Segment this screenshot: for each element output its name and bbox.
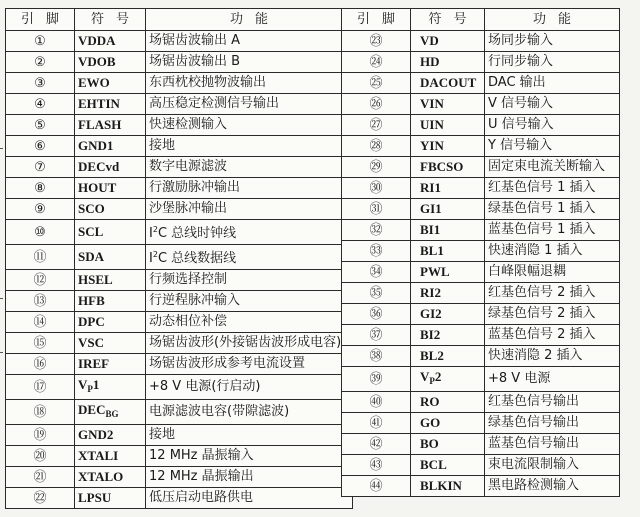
pin-symbol: HD <box>411 52 485 73</box>
table-row <box>6 115 353 136</box>
margin-mark <box>0 298 3 299</box>
pin-number: ② <box>6 52 75 73</box>
table-row <box>342 392 620 413</box>
pin-function: 东西枕校抛物波输出 <box>146 73 353 94</box>
table-row <box>6 199 353 220</box>
symbol-main: V <box>420 369 430 384</box>
table-row <box>342 178 620 199</box>
function-prefix: I <box>149 226 153 241</box>
header-function: 功能 <box>485 9 620 31</box>
pin-symbol: VD <box>411 31 485 52</box>
pin-symbol: BL1 <box>411 241 485 262</box>
pin-function: 低压启动电路供电 <box>146 488 353 509</box>
table-row <box>342 52 620 73</box>
pin-symbol: SCL <box>75 220 146 245</box>
table-row <box>6 467 353 488</box>
pin-symbol <box>411 367 485 392</box>
table-row <box>6 157 353 178</box>
pin-function: 固定束电流关断输入 <box>485 157 620 178</box>
pin-function: 白峰限幅退耦 <box>485 262 620 283</box>
header-pin: 引脚 <box>6 9 75 31</box>
pin-number: ㊸ <box>342 455 411 476</box>
pin-number: ③ <box>6 73 75 94</box>
function-superscript: 2 <box>152 225 158 234</box>
pin-number: ⑬ <box>6 291 75 312</box>
pin-symbol: IREF <box>75 354 146 375</box>
margin-mark <box>0 352 3 353</box>
pin-function: 场锯齿波输出 A <box>146 31 353 52</box>
pin-symbol: EHTIN <box>75 94 146 115</box>
table-row <box>342 220 620 241</box>
pin-function: V 信号输入 <box>485 94 620 115</box>
pin-symbol: RI1 <box>411 178 485 199</box>
symbol-subscript: P <box>87 384 93 394</box>
header-row <box>6 9 353 31</box>
table-row <box>6 375 353 400</box>
pin-function: +8 V 电源 <box>485 367 620 392</box>
pin-symbol: GI2 <box>411 304 485 325</box>
symbol-main: DEC <box>78 402 106 417</box>
pin-function: 快速检测输入 <box>146 115 353 136</box>
pin-function: 高压稳定检测信号输出 <box>146 94 353 115</box>
pin-number: ㊳ <box>342 346 411 367</box>
table-row <box>6 178 353 199</box>
pin-symbol: BO <box>411 434 485 455</box>
header-row <box>342 9 620 31</box>
pin-table-right <box>341 8 620 497</box>
header-symbol: 符号 <box>411 9 485 31</box>
pin-number: ㉖ <box>342 94 411 115</box>
pin-number: ⑪ <box>6 245 75 270</box>
table-row <box>6 291 353 312</box>
function-text: C 总线数据线 <box>157 251 237 266</box>
pin-number: ⑭ <box>6 312 75 333</box>
pin-number: ⑧ <box>6 178 75 199</box>
pin-function: 红基色信号输出 <box>485 392 620 413</box>
pin-symbol: RO <box>411 392 485 413</box>
table-row <box>342 199 620 220</box>
table-row <box>6 245 353 270</box>
table-row <box>342 476 620 497</box>
pin-number: ㉜ <box>342 220 411 241</box>
pin-function: 行同步输入 <box>485 52 620 73</box>
pin-number: ⑥ <box>6 136 75 157</box>
pin-function: 束电流限制输入 <box>485 455 620 476</box>
pin-function: +8 V 电源(行启动) <box>146 375 353 400</box>
margin-mark <box>0 148 3 149</box>
pin-table-left <box>5 8 353 509</box>
table-row <box>6 73 353 94</box>
pin-symbol: GO <box>411 413 485 434</box>
function-superscript: 2 <box>152 250 158 259</box>
pin-symbol: YIN <box>411 136 485 157</box>
pin-number: ㉓ <box>342 31 411 52</box>
pin-function: 场锯齿波形成参考电流设置 <box>146 354 353 375</box>
pin-symbol: DECvd <box>75 157 146 178</box>
table-row <box>342 31 620 52</box>
pin-function: 快速消隐 1 插入 <box>485 241 620 262</box>
pin-number: ⑲ <box>6 425 75 446</box>
pin-function: 数字电源滤波 <box>146 157 353 178</box>
pin-function: 行逆程脉冲输入 <box>146 291 353 312</box>
table-row <box>342 367 620 392</box>
pin-symbol: XTALO <box>75 467 146 488</box>
pin-function: 动态相位补偿 <box>146 312 353 333</box>
pin-number: ⑨ <box>6 199 75 220</box>
pin-symbol: HSEL <box>75 270 146 291</box>
pin-function: 蓝基色信号 2 插入 <box>485 325 620 346</box>
table-row <box>6 220 353 245</box>
pin-symbol: LPSU <box>75 488 146 509</box>
table-row <box>6 400 353 425</box>
pin-number: ㊲ <box>342 325 411 346</box>
pin-number: ⑯ <box>6 354 75 375</box>
pin-symbol: RI2 <box>411 283 485 304</box>
pin-symbol: BCL <box>411 455 485 476</box>
pin-function: 场锯齿波形(外接锯齿波形成电容) <box>146 333 353 354</box>
pin-number: ㉘ <box>342 136 411 157</box>
pin-number: ㉗ <box>342 115 411 136</box>
pin-function: 蓝基色信号 1 插入 <box>485 220 620 241</box>
pin-function: 绿基色信号 1 插入 <box>485 199 620 220</box>
table-row <box>6 312 353 333</box>
pin-number: ㊵ <box>342 392 411 413</box>
table-row <box>342 262 620 283</box>
pin-number: ㉟ <box>342 283 411 304</box>
pin-function: 场锯齿波输出 B <box>146 52 353 73</box>
pin-number: ① <box>6 31 75 52</box>
pin-symbol: VSC <box>75 333 146 354</box>
function-prefix: I <box>149 251 153 266</box>
pin-number: ⑦ <box>6 157 75 178</box>
pin-symbol: HFB <box>75 291 146 312</box>
table-row <box>6 425 353 446</box>
pin-number: ⑰ <box>6 375 75 400</box>
pin-number: ㉙ <box>342 157 411 178</box>
pin-number: ㉒ <box>6 488 75 509</box>
pin-function: 接地 <box>146 425 353 446</box>
table-row <box>342 73 620 94</box>
function-text: C 总线时钟线 <box>157 226 237 241</box>
pin-symbol: GND1 <box>75 136 146 157</box>
pin-function <box>146 245 353 270</box>
pin-number: ㉞ <box>342 262 411 283</box>
pin-function: 蓝基色信号输出 <box>485 434 620 455</box>
table-row <box>6 136 353 157</box>
table-row <box>6 52 353 73</box>
table-row <box>342 136 620 157</box>
pin-symbol: BI2 <box>411 325 485 346</box>
symbol-subscript: BG <box>105 409 119 419</box>
pin-function: 黑电路检测输入 <box>485 476 620 497</box>
pin-symbol <box>75 400 146 425</box>
table-row <box>342 325 620 346</box>
pin-symbol: DPC <box>75 312 146 333</box>
pin-function: 12 MHz 晶振输入 <box>146 446 353 467</box>
table-row <box>6 446 353 467</box>
pin-symbol: VDDA <box>75 31 146 52</box>
pin-function: Y 信号输入 <box>485 136 620 157</box>
table-row <box>342 304 620 325</box>
table-row <box>342 94 620 115</box>
pin-function: DAC 输出 <box>485 73 620 94</box>
table-row <box>342 455 620 476</box>
pin-number: ㉚ <box>342 178 411 199</box>
pin-symbol: EWO <box>75 73 146 94</box>
pin-number: ㉛ <box>342 199 411 220</box>
pin-function: 行频选择控制 <box>146 270 353 291</box>
pin-symbol: BL2 <box>411 346 485 367</box>
table-row <box>342 283 620 304</box>
pin-symbol: FBCSO <box>411 157 485 178</box>
pin-symbol: XTALI <box>75 446 146 467</box>
pin-function: 电源滤波电容(带隙滤波) <box>146 400 353 425</box>
pin-function: 红基色信号 2 插入 <box>485 283 620 304</box>
pin-symbol: VDOB <box>75 52 146 73</box>
pin-number: ㊷ <box>342 434 411 455</box>
pin-function: 快速消隐 2 插入 <box>485 346 620 367</box>
pin-number: ⑳ <box>6 446 75 467</box>
table-row <box>342 413 620 434</box>
table-row <box>342 346 620 367</box>
pin-symbol: BLKIN <box>411 476 485 497</box>
pin-number: ④ <box>6 94 75 115</box>
pin-function: 红基色信号 1 插入 <box>485 178 620 199</box>
pin-symbol: PWL <box>411 262 485 283</box>
header-function: 功能 <box>146 9 353 31</box>
table-row <box>6 94 353 115</box>
pin-symbol: SCO <box>75 199 146 220</box>
table-row <box>342 115 620 136</box>
pin-number: ㊶ <box>342 413 411 434</box>
table-row <box>6 354 353 375</box>
pin-function: 12 MHz 晶振输出 <box>146 467 353 488</box>
pin-function: 绿基色信号输出 <box>485 413 620 434</box>
pin-number: ㊹ <box>342 476 411 497</box>
pin-number: ㉕ <box>342 73 411 94</box>
pin-symbol <box>75 375 146 400</box>
table-row <box>6 270 353 291</box>
table-row <box>6 31 353 52</box>
pin-number: ㊴ <box>342 367 411 392</box>
pin-function: 接地 <box>146 136 353 157</box>
symbol-main: V <box>78 377 88 392</box>
pin-symbol: GI1 <box>411 199 485 220</box>
table-row <box>342 157 620 178</box>
pin-symbol: VIN <box>411 94 485 115</box>
pin-number: ⑤ <box>6 115 75 136</box>
pin-symbol: FLASH <box>75 115 146 136</box>
pin-number: ⑫ <box>6 270 75 291</box>
table-row <box>342 241 620 262</box>
pin-symbol: UIN <box>411 115 485 136</box>
header-pin: 引脚 <box>342 9 411 31</box>
table-row <box>6 333 353 354</box>
pin-function <box>146 220 353 245</box>
pin-symbol: SDA <box>75 245 146 270</box>
pin-function: 沙堡脉冲输出 <box>146 199 353 220</box>
pin-function: U 信号输入 <box>485 115 620 136</box>
pin-symbol: GND2 <box>75 425 146 446</box>
pin-symbol: BI1 <box>411 220 485 241</box>
pin-number: ⑮ <box>6 333 75 354</box>
header-symbol: 符号 <box>75 9 146 31</box>
pin-number: ⑱ <box>6 400 75 425</box>
pin-number: ㊱ <box>342 304 411 325</box>
pin-number: ㉑ <box>6 467 75 488</box>
pin-function: 行激励脉冲输出 <box>146 178 353 199</box>
pin-function: 场同步输入 <box>485 31 620 52</box>
table-row <box>342 434 620 455</box>
table-row <box>6 488 353 509</box>
symbol-suffix: 2 <box>434 369 442 384</box>
pin-number: ⑩ <box>6 220 75 245</box>
symbol-subscript: P <box>429 376 435 386</box>
pin-function: 绿基色信号 2 插入 <box>485 304 620 325</box>
symbol-suffix: 1 <box>92 377 100 392</box>
pin-number: ㉔ <box>342 52 411 73</box>
pin-number: ㉝ <box>342 241 411 262</box>
pin-symbol: DACOUT <box>411 73 485 94</box>
pin-symbol: HOUT <box>75 178 146 199</box>
